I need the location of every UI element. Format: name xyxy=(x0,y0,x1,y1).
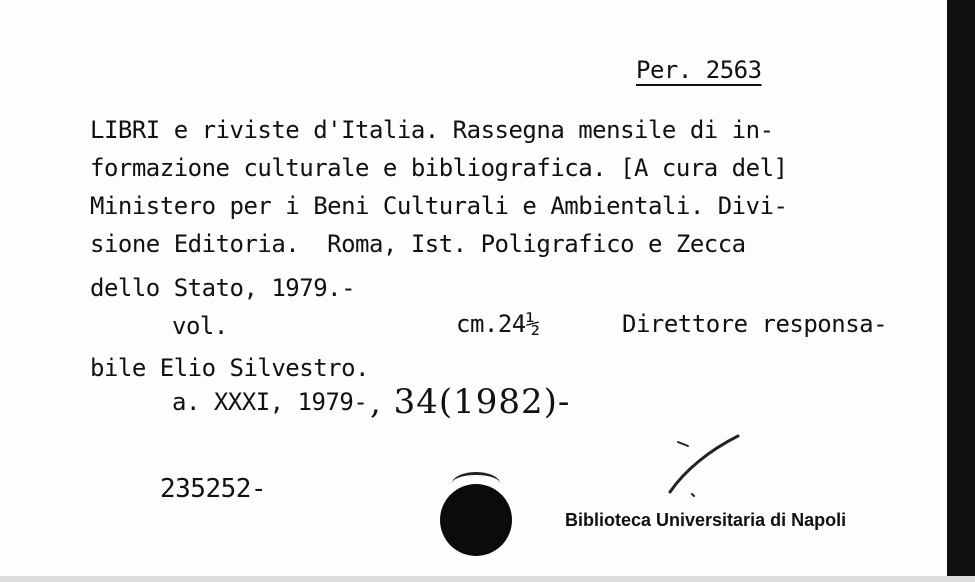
pencil-mark-icon xyxy=(660,430,750,500)
entry-line-1: LIBRI e riviste d'Italia. Rassegna mensile di in- xyxy=(90,116,774,144)
entry-line-2: formazione culturale e bibliografica. [A cura del] xyxy=(90,154,788,182)
director-note-start: Direttore responsa- xyxy=(622,310,888,338)
entry-line-4: sione Editoria. Roma, Ist. Poligrafico e Zecca xyxy=(90,230,746,258)
volume-label: vol. xyxy=(172,312,228,340)
holdings-note: a. XXXI, 1979- xyxy=(172,388,368,416)
library-stamp: Biblioteca Universitaria di Napoli xyxy=(565,510,847,530)
library-seal xyxy=(440,484,512,556)
card-edge xyxy=(947,0,975,582)
director-note-end: bile Elio Silvestro. xyxy=(90,354,369,382)
card-bottom-edge xyxy=(0,576,975,582)
call-number: Per. 2563 xyxy=(636,56,762,84)
handwritten-holdings: , 34(1982)- xyxy=(370,382,571,422)
entry-line-3: Ministero per i Beni Culturali e Ambientali. Divi- xyxy=(90,192,788,220)
size-note: cm.24½ xyxy=(456,310,540,338)
accession-number: 235252- xyxy=(160,474,267,504)
entry-line-5: dello Stato, 1979.- xyxy=(90,274,356,302)
